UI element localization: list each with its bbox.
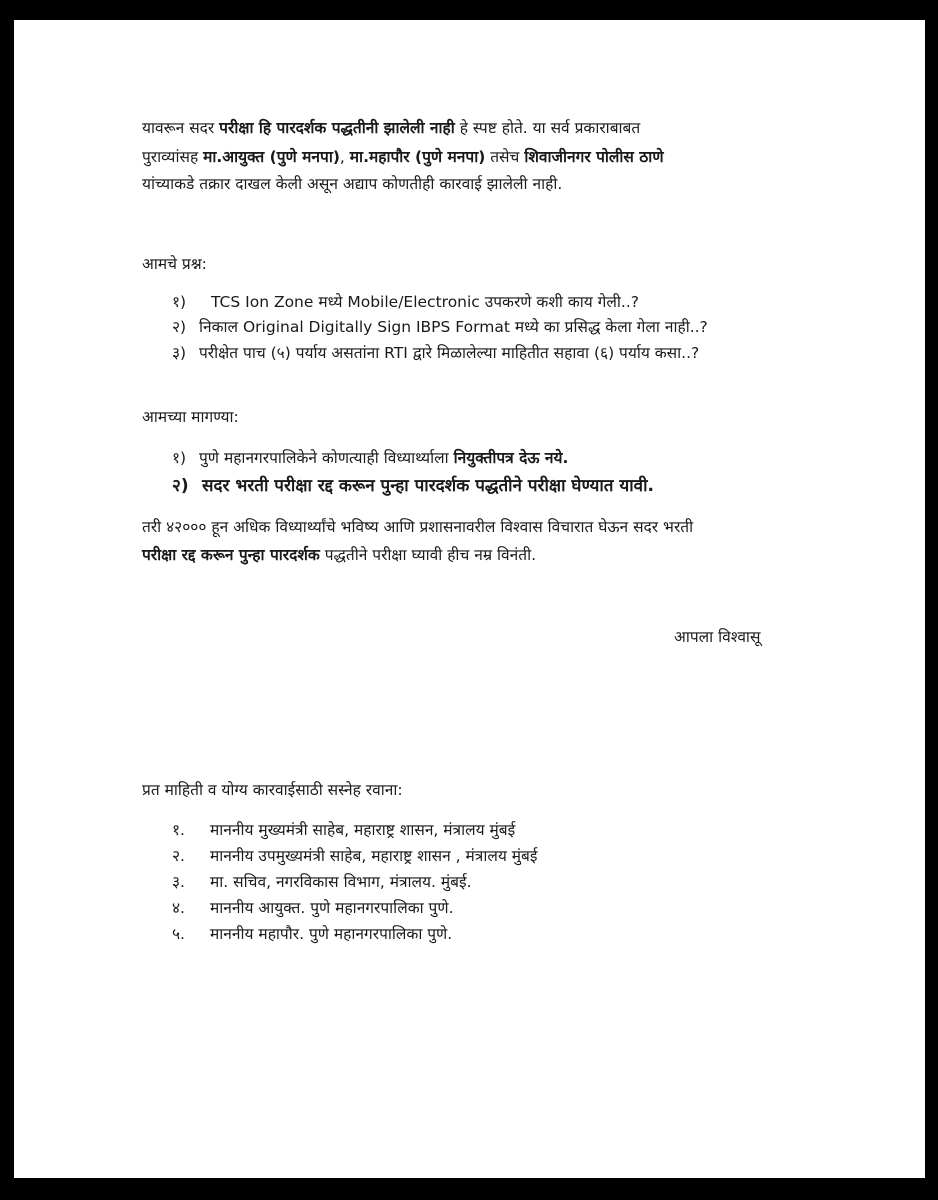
intro-line-1-bold: परीक्षा हि पारदर्शक पद्धतीनी झालेली नाही: [219, 119, 455, 137]
demand-2-text: सदर भरती परीक्षा रद्द करून पुन्हा पारदर्शक पद्धतीने परीक्षा घेण्यात यावी.: [202, 476, 654, 496]
question-3-number: ३): [172, 344, 187, 362]
intro-line-2-text-c: तसेच: [485, 148, 525, 166]
demand-2-number: २): [172, 476, 189, 496]
intro-line-3: यांच्याकडे तक्रार दाखल केली असून अद्याप कोणतीही कारवाई झालेली नाही.: [142, 175, 563, 193]
intro-line-1-text-b: हे स्पष्ट होते. या सर्व प्रकाराबाबत: [454, 119, 641, 137]
demand-1-text-bold: नियुक्तीपत्र देऊ नये.: [453, 449, 569, 467]
demand-1-text: [199, 447, 568, 469]
demands-heading: आमच्या मागण्या:: [142, 408, 239, 426]
copy-3-text: मा. सचिव, नगरविकास विभाग, मंत्रालय. मुंबई.: [210, 873, 472, 891]
question-2-text: निकाल Original Digitally Sign IBPS Format मध्ये का प्रसिद्ध केला गेला नाही..?: [199, 318, 708, 336]
question-1-text: TCS Ion Zone मध्ये Mobile/Electronic उपकरणे कशी काय गेली..?: [211, 293, 639, 311]
closing-line-2-bold: परीक्षा रद्द करून पुन्हा पारदर्शक: [142, 546, 320, 564]
closing-line-1: तरी ४२००० हून अधिक विध्यार्थ्यांचे भविष्य आणि प्रशासनावरील विश्वास विचारात घेऊन सदर भरती: [142, 518, 694, 536]
demand-1-number: १): [172, 449, 187, 467]
intro-line-1: [142, 117, 640, 139]
closing-line-2: [142, 544, 536, 566]
copy-4-text: माननीय आयुक्त. पुणे महानगरपालिका पुणे.: [210, 899, 454, 917]
letter-page: [14, 20, 925, 1178]
questions-heading: आमचे प्रश्न:: [142, 255, 207, 273]
copy-2-text: माननीय उपमुख्यमंत्री साहेब, महाराष्ट्र शासन , मंत्रालय मुंबई: [210, 847, 538, 865]
question-2-number: २): [172, 318, 187, 336]
intro-line-2-bold-b: मा.महापौर (पुणे मनपा): [349, 148, 486, 166]
copy-4-number: ४.: [172, 899, 185, 917]
intro-line-2-bold-c: शिवाजीनगर पोलीस ठाणे: [524, 148, 664, 166]
copies-heading: प्रत माहिती व योग्य कारवाईसाठी सस्नेह रवाना:: [142, 781, 403, 799]
intro-line-2: [142, 146, 664, 168]
copy-1-number: १.: [172, 821, 185, 839]
question-3-text: परीक्षेत पाच (५) पर्याय असतांना RTI द्वारे मिळालेल्या माहितीत सहावा (६) पर्याय कसा..?: [199, 344, 700, 362]
copy-5-number: ५.: [172, 925, 185, 943]
closing-line-2-text: पद्धतीने परीक्षा घ्यावी हीच नम्र विनंती.: [319, 546, 537, 564]
copy-1-text: माननीय मुख्यमंत्री साहेब, महाराष्ट्र शासन, मंत्रालय मुंबई: [210, 821, 516, 839]
intro-line-2-text-b: ,: [339, 148, 350, 166]
demand-1-text-plain: पुणे महानगरपालिकेने कोणत्याही विध्यार्थ्याला: [199, 449, 454, 467]
intro-line-1-text-a: यावरून सदर: [142, 119, 220, 137]
intro-line-2-text-a: पुराव्यांसह: [142, 148, 204, 166]
intro-line-2-bold-a: मा.आयुक्त (पुणे मनपा): [203, 148, 340, 166]
question-1-number: १): [172, 293, 187, 311]
copy-5-text: माननीय महापौर. पुणे महानगरपालिका पुणे.: [210, 925, 453, 943]
copy-2-number: २.: [172, 847, 185, 865]
signature: आपला विश्वासू: [674, 628, 761, 646]
copy-3-number: ३.: [172, 873, 185, 891]
